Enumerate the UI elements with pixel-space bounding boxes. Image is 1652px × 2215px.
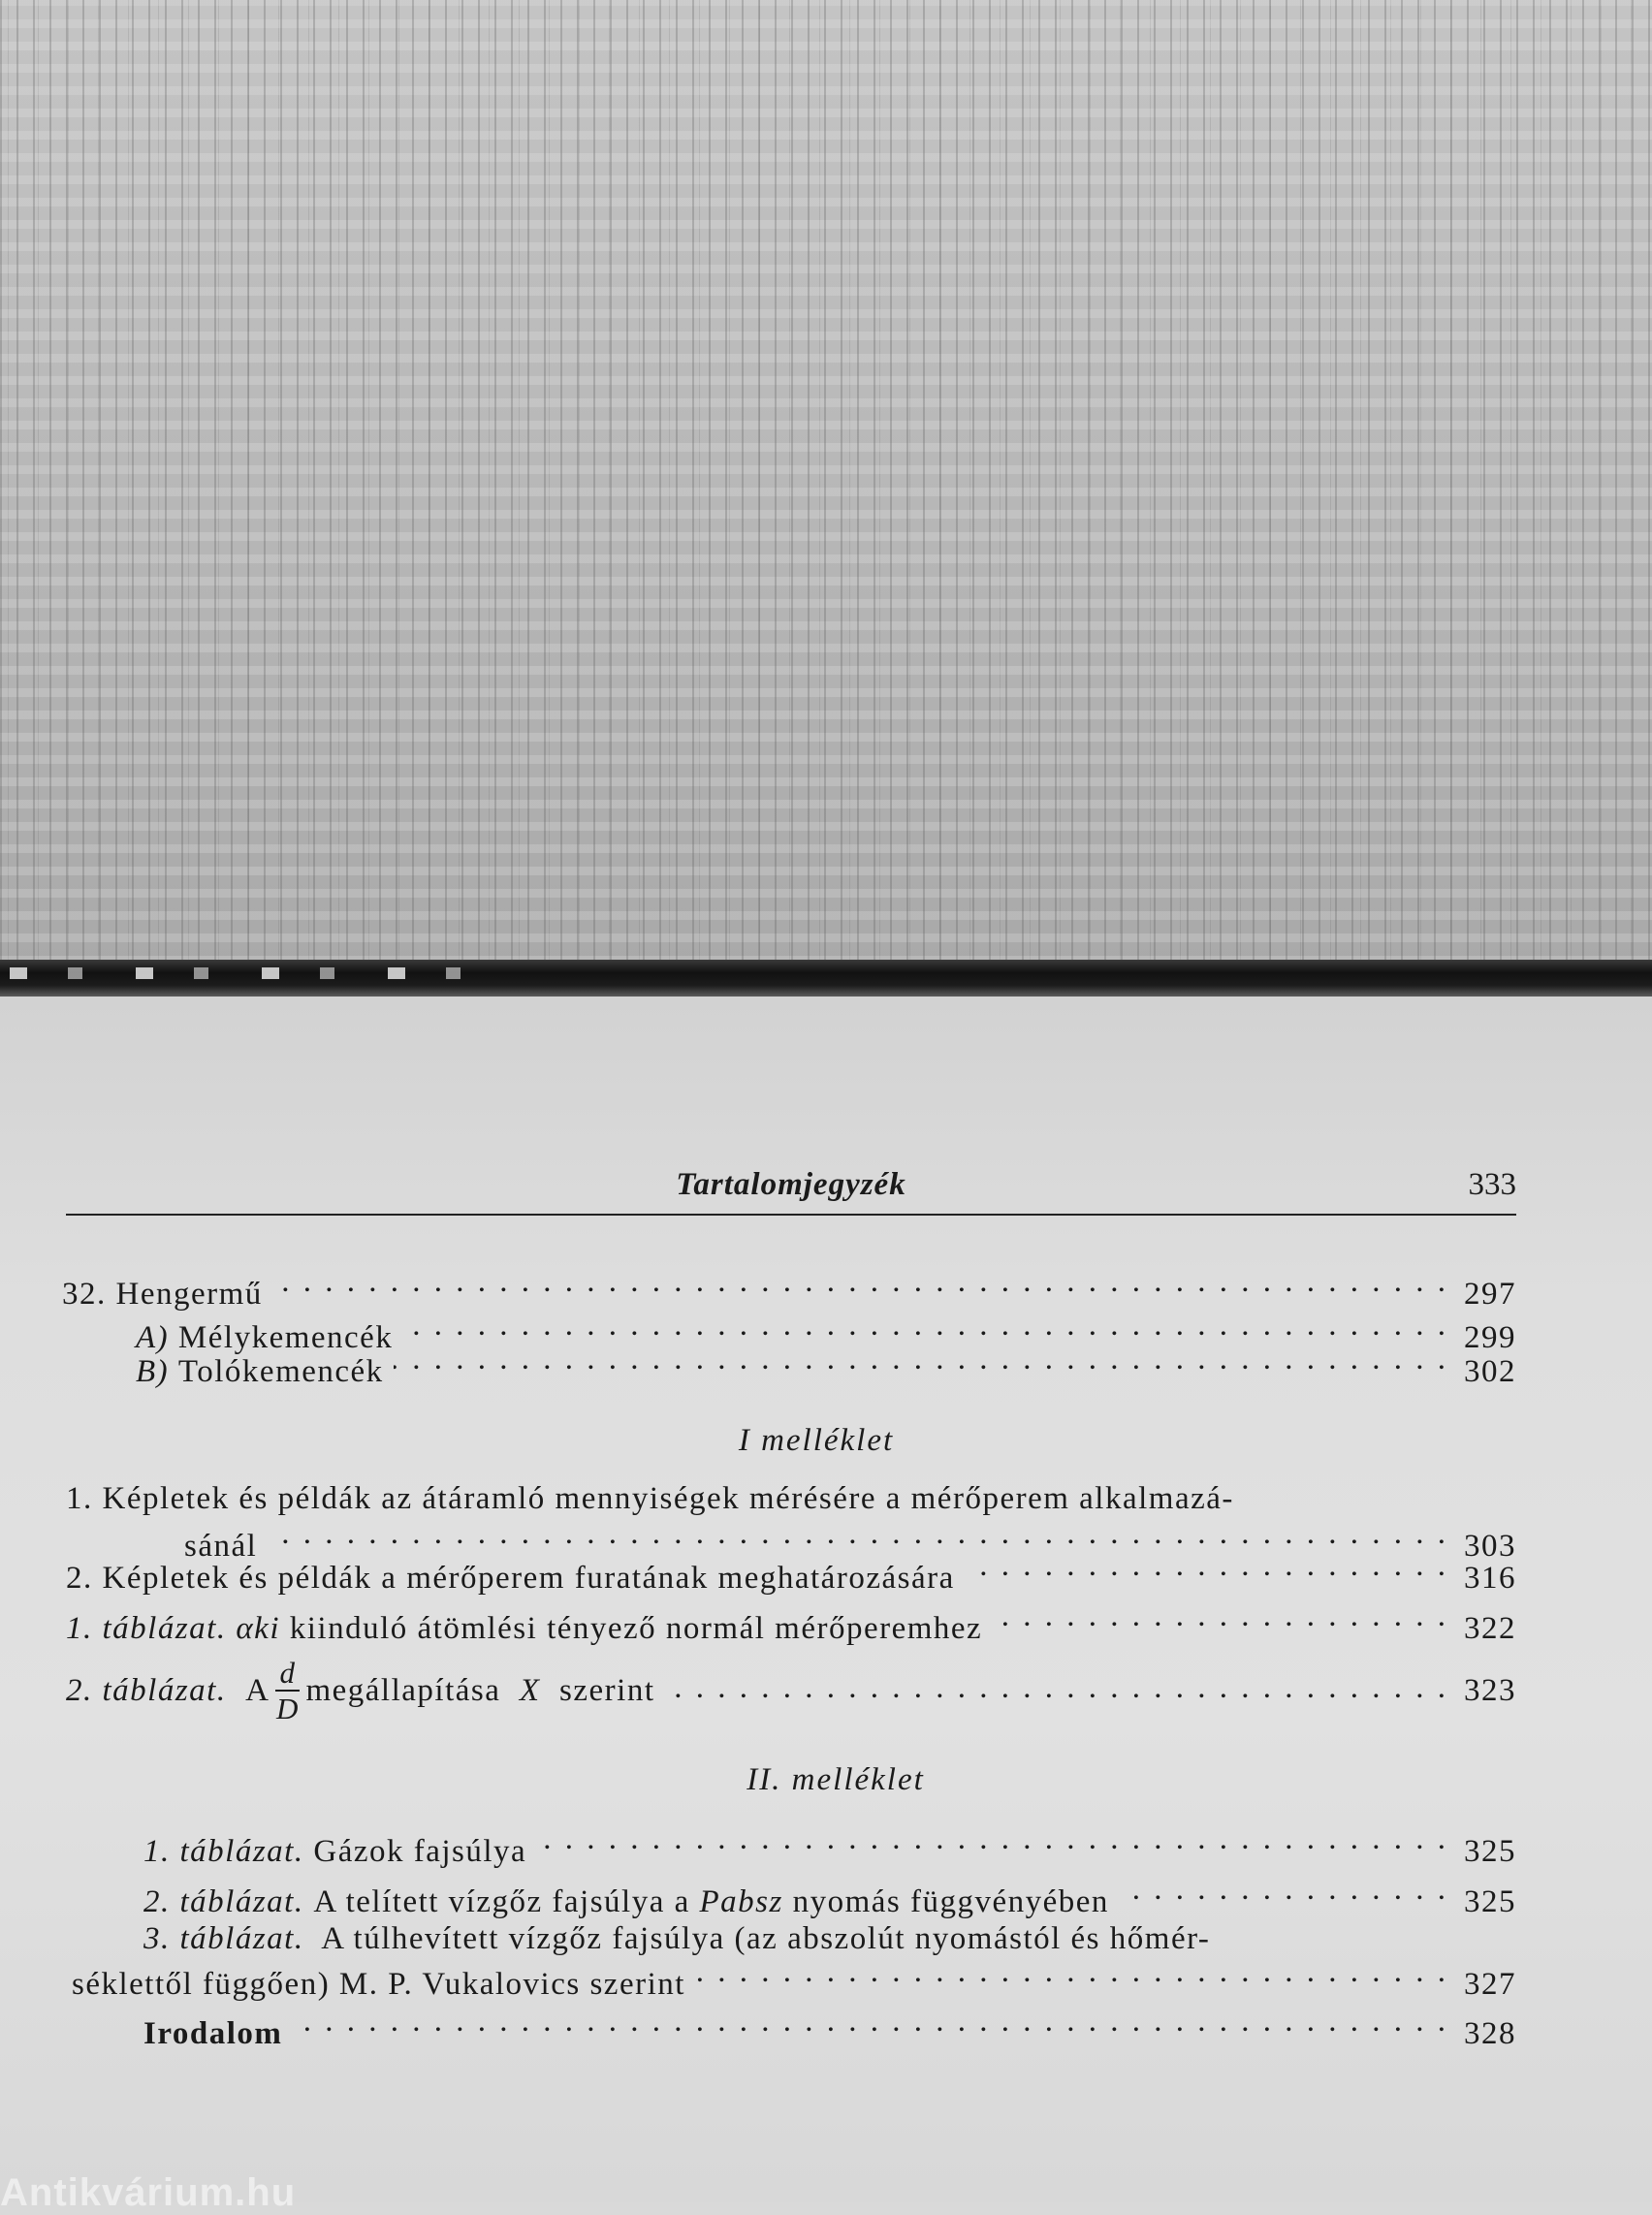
toc-entry-page: 325 (1464, 1884, 1516, 1919)
toc-entry-page: 299 (1464, 1320, 1516, 1355)
toc-entry-label: sánál (184, 1529, 258, 1564)
toc-entry (143, 2005, 1516, 2052)
toc-entry-prefix: B) (136, 1354, 170, 1389)
toc-entry-page: 325 (1464, 1834, 1516, 1869)
table-label: 2. táblázat. (66, 1672, 227, 1708)
book-cover-texture (0, 0, 1652, 965)
toc-entry (136, 1343, 1516, 1390)
toc-entry-label: Irodalom (143, 2016, 283, 2051)
toc-entry (66, 1658, 1516, 1724)
fraction-numerator: d (275, 1658, 300, 1692)
pressure-symbol: Pabsz (699, 1884, 783, 1919)
page-number: 333 (1468, 1167, 1516, 1202)
toc-entry (143, 1822, 1516, 1870)
alpha-symbol: αki (236, 1611, 280, 1646)
toc-entry-label: nyomás függvényében (792, 1884, 1109, 1919)
toc-entry-page: 303 (1464, 1529, 1516, 1564)
toc-entry-page: 322 (1464, 1611, 1516, 1646)
table-text: megállapítása (305, 1672, 501, 1708)
table-text: szerint (559, 1672, 655, 1708)
dot-leader (695, 1955, 1448, 1994)
dot-leader (992, 1599, 1448, 1638)
toc-entry-page: 316 (1464, 1561, 1516, 1596)
cover-spine-edge (0, 960, 1652, 997)
toc-entry (62, 1265, 1516, 1313)
table-label: 1. táblázat. (66, 1611, 227, 1646)
fraction-denominator: D (276, 1692, 300, 1725)
toc-entry (66, 1599, 1516, 1647)
toc-entry-label: Tolókemencék (177, 1354, 384, 1389)
toc-entry-line (143, 1921, 1210, 1957)
variable-x: X (519, 1672, 541, 1708)
dot-leader (292, 2005, 1448, 2043)
dot-leader (1119, 1873, 1448, 1912)
annex-heading: I melléklet (738, 1423, 895, 1458)
toc-entry-line: 1. Képletek és példák az átáramló mennyiségek mérésére a mérőperem alkalmazá- (66, 1481, 1234, 1516)
fraction-d-over-D (275, 1658, 300, 1724)
table-label: 1. táblázat. (143, 1834, 304, 1869)
toc-entry-label: A telített vízgőz fajsúlya a (313, 1884, 690, 1919)
toc-entry-label: Mélykemencék (177, 1320, 394, 1355)
toc-entry-page: 302 (1464, 1354, 1516, 1389)
watermark: Antikvárium.hu (0, 2171, 297, 2214)
toc-entry-label: Gázok fajsúlya (313, 1834, 527, 1869)
dot-leader (536, 1822, 1448, 1861)
toc-entry-label: séklettől függően) M. P. Vukalovics szerint (72, 1967, 685, 2002)
dot-leader (272, 1265, 1448, 1304)
table-text: A (245, 1672, 270, 1708)
page-header (66, 1163, 1516, 1216)
table-label: 2. táblázat. (143, 1884, 304, 1919)
dot-leader (965, 1549, 1448, 1588)
toc-entry-label: 2. Képletek és példák a mérőperem furatának meghatározására (66, 1561, 955, 1596)
toc-entry-page: 328 (1464, 2016, 1516, 2051)
dot-leader (402, 1309, 1448, 1347)
toc-entry-page: 297 (1464, 1277, 1516, 1312)
toc-entry-page: 327 (1464, 1967, 1516, 2002)
toc-entry (72, 1955, 1516, 2003)
toc-entry-prefix: A) (136, 1320, 170, 1355)
toc-entry (143, 1873, 1516, 1920)
toc-entry-label: kiinduló átömlési tényező normál mérőperemhez (289, 1611, 983, 1646)
table-label: 3. táblázat. (143, 1921, 304, 1956)
toc-entry-page: 323 (1464, 1672, 1516, 1708)
toc-entry-label: 32. Hengermű (62, 1277, 263, 1312)
toc-entry-label: A túlhevített vízgőz fajsúlya (az abszolút nyomástól és hőmér- (321, 1921, 1211, 1956)
page-title: Tartalomjegyzék (676, 1167, 906, 1202)
toc-entry (66, 1549, 1516, 1597)
annex-heading: II. melléklet (747, 1762, 925, 1797)
dot-leader (665, 1671, 1448, 1710)
dot-leader (394, 1343, 1448, 1381)
